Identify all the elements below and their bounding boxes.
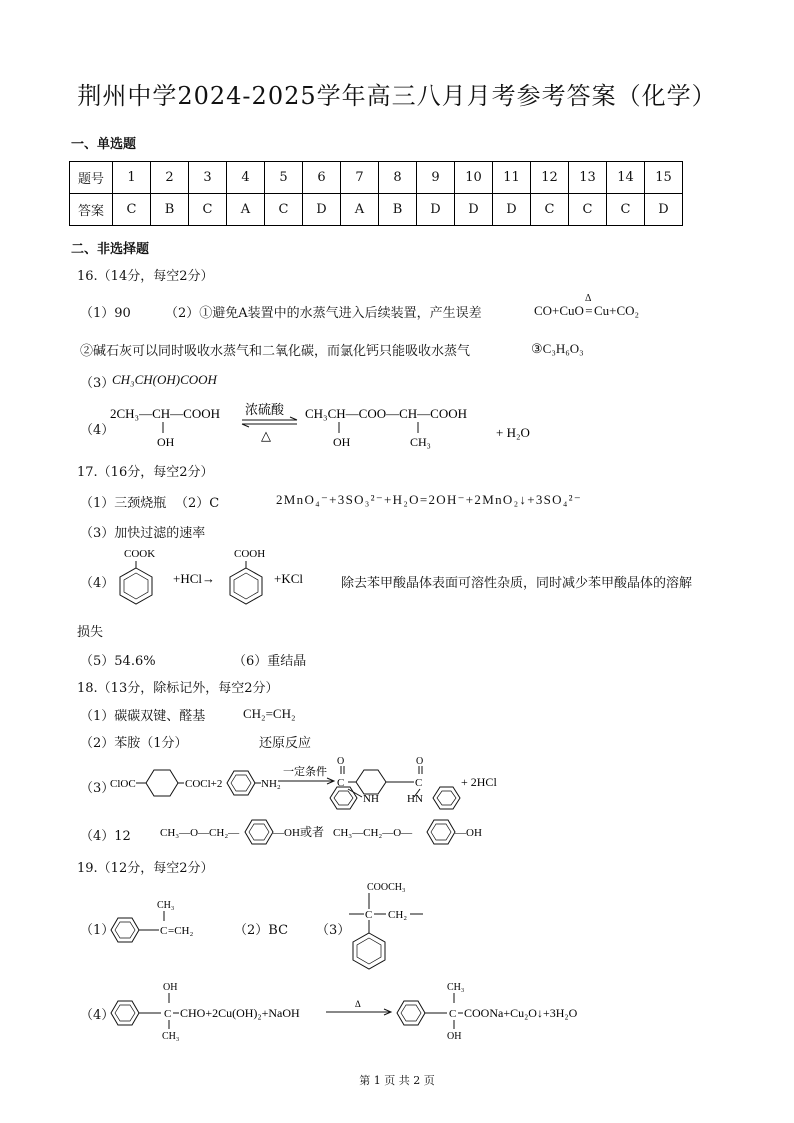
amide-nh-2: HN <box>407 793 423 805</box>
q18-heading: 18.（13分，除标记外，每空2分） <box>77 681 279 696</box>
plus-kcl: +KCl <box>274 571 304 586</box>
q17-answer-3: （3）加快过滤的速率 <box>80 526 206 541</box>
table-cell: D <box>493 194 531 226</box>
q17-answer-6: （6）重结晶 <box>233 654 307 669</box>
amide-nh-1: NH <box>363 793 379 805</box>
table-cell: A <box>227 194 265 226</box>
table-cell: 5 <box>265 162 303 194</box>
table-cell: 14 <box>607 162 645 194</box>
reactant-formula: 2CH₃—CH—COOH <box>110 406 220 421</box>
carbonyl-carbon-2: C <box>415 777 423 789</box>
table-header-cell: 题号 <box>70 162 113 194</box>
acyl-chloride-left: ClOC <box>110 778 136 790</box>
q16-heading: 16.（14分，每空2分） <box>77 269 214 284</box>
ester-group: COOCH₃ <box>367 882 406 893</box>
table-cell: 12 <box>531 162 569 194</box>
page-title: 荆州中学2024-2025学年高三八月月考参考答案（化学） <box>77 82 717 110</box>
table-cell: 4 <box>227 162 265 194</box>
q16-answer-1: （1）90 <box>80 306 131 321</box>
eq-rhs: Cu+CO₂ <box>593 303 640 318</box>
products-rest: COONa+Cu₂O↓+3H₂O <box>464 1006 578 1020</box>
product-hydroxyl: OH <box>447 1031 462 1042</box>
condition-top: 浓硫酸 <box>245 402 285 417</box>
benzoate-group: COOK <box>124 548 156 560</box>
hcl-product: + 2HCl <box>461 775 497 789</box>
table-header-cell: 答案 <box>70 194 113 226</box>
condition-bottom: △ <box>261 428 271 443</box>
table-cell: D <box>417 194 455 226</box>
table-cell: A <box>341 194 379 226</box>
q16-answer-3: CH₃CH(OH)COOH <box>112 372 217 387</box>
table-cell: 2 <box>151 162 189 194</box>
vinyl-group: =CH₂ <box>168 925 194 937</box>
q19-answer-2: （2）BC <box>234 923 289 938</box>
q17-equation: 2MnO₄⁻+3SO₃²⁻+H₂O=2OH⁻+2MnO₂↓+3SO₄²⁻ <box>276 492 583 507</box>
table-cell: 7 <box>341 162 379 194</box>
q17-answer-4-label: （4） <box>80 576 115 591</box>
q16-answer-2: （2）①避免A装置中的水蒸气进入后续装置，产生误差 <box>165 306 482 321</box>
table-cell: 3 <box>189 162 227 194</box>
page-footer: 第 1 页 共 2 页 <box>359 1074 435 1087</box>
reactant-oh: OH <box>157 435 175 449</box>
hydroxyl-group: OH <box>163 982 178 993</box>
benzene-inner-ring <box>115 1005 135 1021</box>
amine-group: NH₂ <box>261 778 281 790</box>
q18-answer-1b: CH₂=CH₂ <box>243 706 296 721</box>
table-cell: 1 <box>113 162 151 194</box>
product-water: + H₂O <box>496 425 530 440</box>
reactants-rest: CHO+2Cu(OH)₂+NaOH <box>180 1006 300 1020</box>
table-cell: 10 <box>455 162 493 194</box>
table-cell: 11 <box>493 162 531 194</box>
eq-condition: Δ <box>584 293 592 304</box>
q19-answer-3-label: （3） <box>316 923 351 938</box>
product-ch3: CH₃ <box>410 435 431 449</box>
carbonyl-carbon-1: C <box>337 777 345 789</box>
q17-answer-5: （5）54.6% <box>80 654 156 669</box>
or-text: 或者 <box>300 825 325 839</box>
section-non-choice: 二、非选择题 <box>71 242 150 257</box>
product-alpha-carbon: C <box>449 1008 457 1020</box>
q17-answer-4-text: 除去苯甲酸晶体表面可溶性杂质，同时减少苯甲酸晶体的溶解 <box>341 576 693 591</box>
carbonyl-oxygen-1: O <box>337 756 345 767</box>
reaction-condition: Δ <box>355 999 361 1009</box>
table-cell: C <box>607 194 645 226</box>
alpha-carbon: C <box>164 1008 172 1020</box>
table-cell: 6 <box>303 162 341 194</box>
q19-answer-4-label: （4） <box>80 1008 115 1023</box>
plus-hcl: +HCl→ <box>173 571 216 586</box>
q16-answer-2c: ③C₃H₆O₃ <box>531 341 584 356</box>
q17-answer-2: （2）C <box>175 496 220 511</box>
q18-answer-2b: 还原反应 <box>259 736 312 751</box>
table-cell: 13 <box>569 162 607 194</box>
section-single-choice: 一、单选题 <box>71 137 137 152</box>
table-cell: C <box>113 194 151 226</box>
structure-2-oh: —OH <box>455 827 482 839</box>
methyl-group: CH₃ <box>157 900 175 911</box>
table-cell: C <box>265 194 303 226</box>
methyl-group: CH₃ <box>162 1031 180 1042</box>
q18-answer-1: （1）碳碳双键、醛基 <box>80 709 206 724</box>
product-methyl: CH₃ <box>447 982 465 993</box>
table-cell: 8 <box>379 162 417 194</box>
table-cell: D <box>645 194 683 226</box>
q16-answer-4-label: （4） <box>80 423 115 438</box>
q18-answer-3-label: （3） <box>80 781 115 796</box>
table-cell: 15 <box>645 162 683 194</box>
product-formula: CH₃CH—COO—CH—COOH <box>305 406 467 421</box>
table-cell: 9 <box>417 162 455 194</box>
methylene-group: CH₂ <box>388 909 408 921</box>
table-cell: C <box>531 194 569 226</box>
q18-answer-2: （2）苯胺（1分） <box>80 736 188 751</box>
product-oh: OH <box>333 435 351 449</box>
q19-answer-1-label: （1） <box>80 923 115 938</box>
q18-answer-4-label: （4）12 <box>80 829 131 844</box>
acyl-chloride-mid: COCl+2 <box>185 778 223 790</box>
reaction-condition: 一定条件 <box>283 766 327 778</box>
table-cell: B <box>151 194 189 226</box>
structure-2-chain: CH₃—CH₂—O— <box>333 827 413 839</box>
table-cell: D <box>455 194 493 226</box>
eq-lhs: CO+CuO <box>534 303 584 318</box>
structure-1-chain: CH₃—O—CH₂— <box>160 827 240 839</box>
vinyl-carbon: C <box>160 925 168 937</box>
table-cell: C <box>189 194 227 226</box>
quaternary-carbon: C <box>365 909 373 921</box>
structure-1-oh: —OH <box>273 827 300 839</box>
q16-equation: CO+CuO Δ =Cu+CO₂ <box>534 293 640 318</box>
benzene-inner-ring <box>401 1005 421 1021</box>
q19-heading: 19.（12分，每空2分） <box>77 861 214 876</box>
q17-heading: 17.（16分，每空2分） <box>77 465 214 480</box>
carbonyl-oxygen-2: O <box>416 756 424 767</box>
q16-answer-2b: ②碱石灰可以同时吸收水蒸气和二氧化碳，而氯化钙只能吸收水蒸气 <box>80 344 471 359</box>
q17-answer-1: （1）三颈烧瓶 <box>80 496 167 511</box>
table-cell: D <box>303 194 341 226</box>
table-cell: C <box>569 194 607 226</box>
table-cell: B <box>379 194 417 226</box>
q16-answer-3-label: （3） <box>80 376 115 391</box>
benzoic-acid-group: COOH <box>234 548 266 560</box>
q17-answer-4-cont: 损失 <box>77 625 104 640</box>
